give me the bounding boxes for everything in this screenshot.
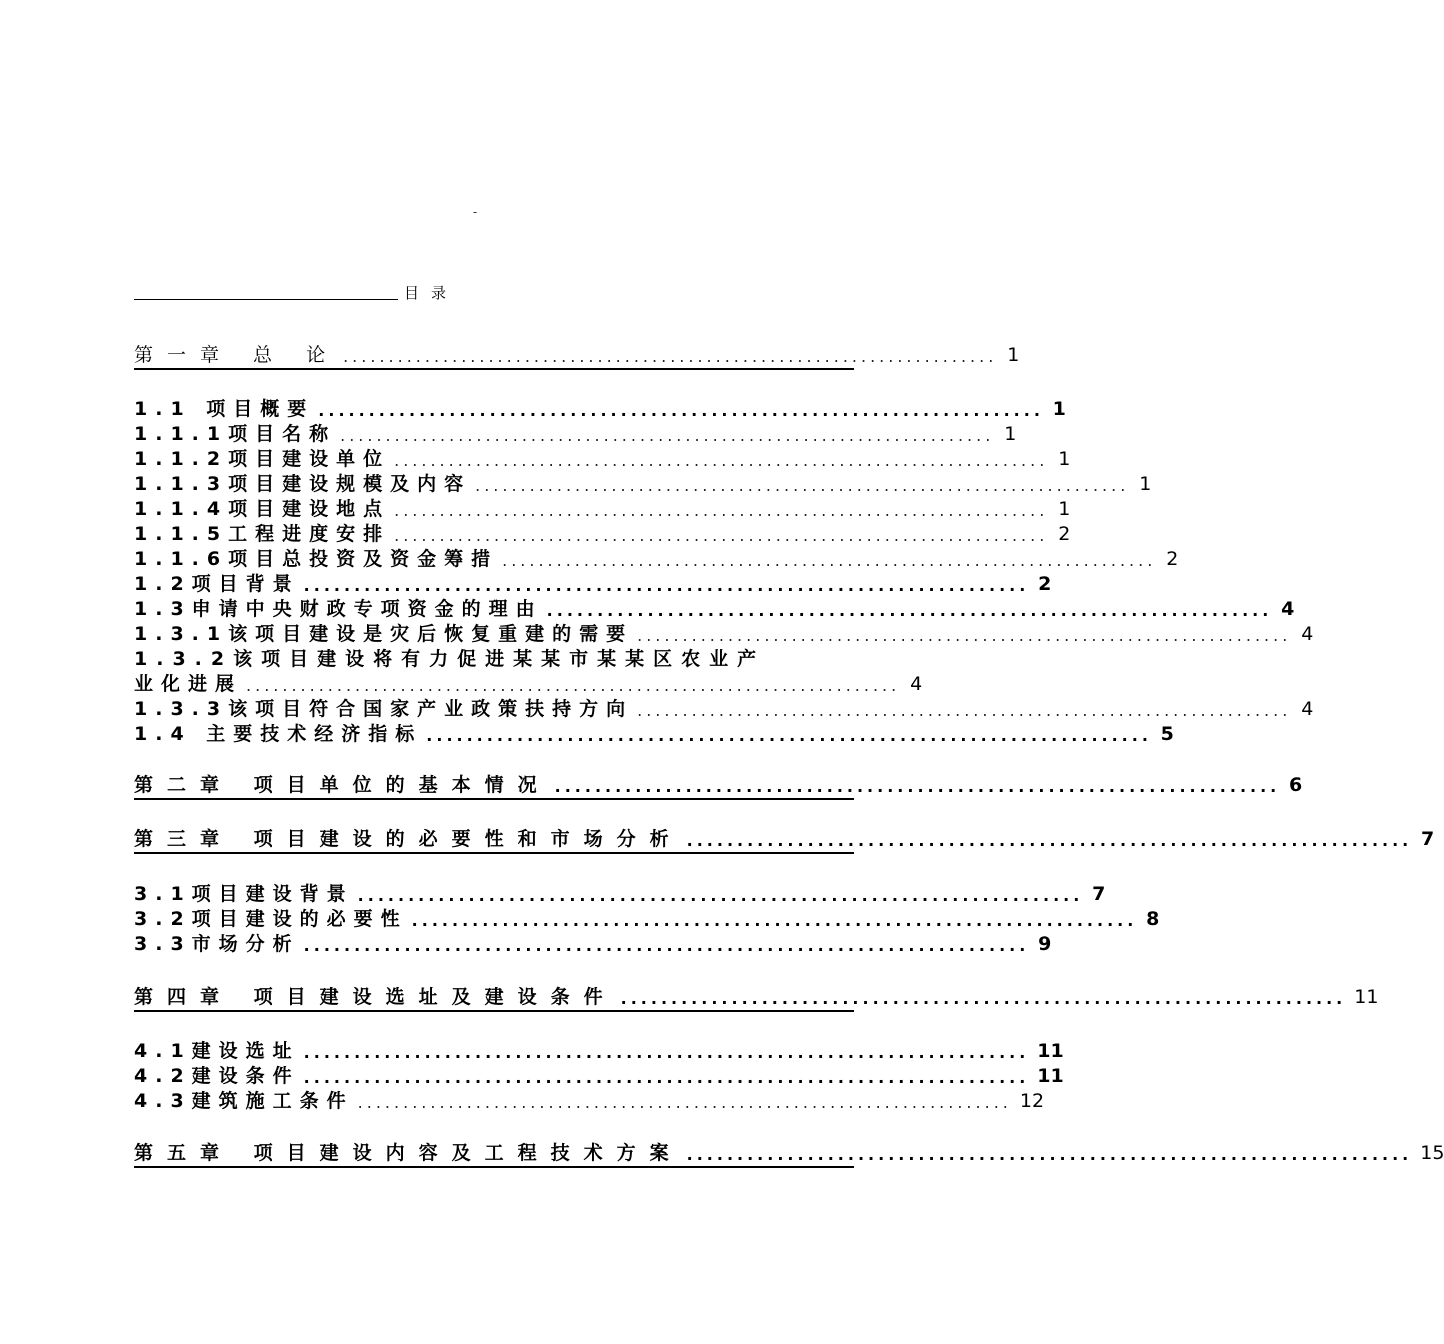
toc-entry-label: 1.1 项目概要 (134, 398, 315, 420)
toc-chapter-2[interactable] (134, 770, 1303, 800)
toc-leader: ........................................................................ (620, 989, 1347, 1008)
toc-leader: ........................................................................ (637, 701, 1292, 720)
toc-entry-label: 1.3申请中央财政专项资金的理由 (134, 598, 543, 620)
toc-leader: ........................................................................ (303, 1043, 1030, 1062)
toc-entry-label: 4.2建设条件 (134, 1065, 300, 1087)
toc-page-number: 11 (1037, 1040, 1064, 1062)
toc-page-number: 12 (1019, 1090, 1045, 1112)
toc-page-number: 1 (1139, 473, 1152, 495)
toc-section-1-1-5[interactable] (134, 521, 1071, 547)
toc-page-number: 1 (1058, 498, 1071, 520)
toc-entry-label: 1.3.2该项目建设将有力促进某某市某某区农业产 (134, 648, 766, 670)
toc-section-1-1[interactable] (134, 396, 1066, 422)
toc-entry-label: 1.1.2项目建设单位 (134, 448, 391, 470)
toc-leader: ........................................................................ (394, 451, 1049, 470)
toc-entry-label: 1.3.1该项目建设是灾后恢复重建的需要 (134, 623, 634, 645)
toc-entry-label: 业化进展 (134, 673, 243, 695)
page-header-mark: - (472, 205, 478, 219)
toc-section-4-3[interactable] (134, 1088, 1045, 1114)
toc-page-number: 4 (1281, 598, 1295, 620)
toc-section-1-3-1[interactable] (134, 621, 1314, 647)
toc-section-1-1-6[interactable] (134, 546, 1179, 572)
toc-section-1-3-2-cont[interactable] (134, 671, 923, 697)
toc-section-1-3[interactable] (134, 596, 1295, 622)
toc-entry-label: 1.3.3该项目符合国家产业政策扶持方向 (134, 698, 634, 720)
toc-section-3-3[interactable] (134, 931, 1052, 957)
toc-section-1-3-3[interactable] (134, 696, 1314, 722)
toc-section-1-1-2[interactable] (134, 446, 1071, 472)
toc-section-1-1-1[interactable] (134, 421, 1017, 447)
toc-entry-label: 4.1建设选址 (134, 1040, 300, 1062)
toc-page-number: 1 (1004, 423, 1017, 445)
toc-entry-label: 1.2项目背景 (134, 573, 300, 595)
toc-entry-label: 第四章 项目建设选址及建设条件 (134, 986, 617, 1008)
toc-leader: ........................................................................ (303, 576, 1030, 595)
toc-page-number: 2 (1166, 548, 1179, 570)
toc-leader: ........................................................................ (554, 777, 1281, 796)
toc-section-1-3-2[interactable] (134, 646, 854, 672)
toc-title (134, 278, 854, 302)
toc-entry-label: 1.4 主要技术经济指标 (134, 723, 423, 745)
toc-page-number: 7 (1421, 828, 1435, 850)
toc-page-number: 2 (1058, 523, 1071, 545)
toc-title-rule (134, 299, 398, 300)
toc-entry-label: 3.1项目建设背景 (134, 883, 354, 905)
toc-leader: ........................................................................ (303, 936, 1030, 955)
toc-chapter-1[interactable] (134, 340, 1020, 370)
toc-entry-label: 1.1.5工程进度安排 (134, 523, 391, 545)
toc-section-1-1-3[interactable] (134, 471, 1152, 497)
toc-leader: ........................................................................ (394, 526, 1049, 545)
toc-leader: ........................................................................ (357, 1093, 1012, 1112)
toc-page-number: 1 (1007, 344, 1020, 366)
toc-leader: ........................................................................ (246, 676, 901, 695)
toc-page-number: 1 (1058, 448, 1071, 470)
toc-leader: ........................................................................ (303, 1068, 1030, 1087)
toc-leader: ........................................................................ (318, 401, 1044, 420)
toc-entry-label: 1.1.4项目建设地点 (134, 498, 391, 520)
toc-leader: ........................................................................ (686, 831, 1413, 850)
toc-entry-label: 第三章 项目建设的必要性和市场分析 (134, 828, 683, 850)
toc-leader: ........................................................................ (475, 476, 1130, 495)
toc-chapter-3[interactable] (134, 824, 1435, 854)
toc-leader: ........................................................................ (343, 347, 998, 366)
toc-leader: ........................................................................ (357, 886, 1084, 905)
toc-chapter-4[interactable] (134, 982, 1379, 1012)
toc-page-number: 7 (1092, 883, 1106, 905)
toc-page-number: 8 (1146, 908, 1160, 930)
toc-section-3-1[interactable] (134, 881, 1106, 907)
toc-leader: ........................................................................ (411, 911, 1138, 930)
toc-page-number: 2 (1038, 573, 1052, 595)
toc-leader: ........................................................................ (686, 1145, 1413, 1164)
toc-entry-label: 3.2项目建设的必要性 (134, 908, 408, 930)
toc-page-number: 11 (1037, 1065, 1064, 1087)
toc-leader: ........................................................................ (502, 551, 1157, 570)
toc-page-number: 5 (1160, 723, 1174, 745)
toc-leader: ........................................................................ (394, 501, 1049, 520)
toc-entry-label: 1.1.3项目建设规模及内容 (134, 473, 472, 495)
toc-section-3-2[interactable] (134, 906, 1160, 932)
toc-leader: ........................................................................ (426, 726, 1152, 745)
toc-entry-label: 4.3建筑施工条件 (134, 1090, 354, 1112)
toc-leader: ........................................................................ (546, 601, 1273, 620)
toc-page-number: 1 (1052, 398, 1066, 420)
toc-page-number: 15 (1420, 1142, 1444, 1164)
toc-section-1-4[interactable] (134, 721, 1174, 747)
toc-page-number: 4 (1301, 623, 1314, 645)
toc-section-4-1[interactable] (134, 1038, 1064, 1064)
toc-entry-label: 1.1.1项目名称 (134, 423, 337, 445)
toc-entry-label: 第二章 项目单位的基本情况 (134, 774, 551, 796)
toc-leader: ........................................................................ (340, 426, 995, 445)
toc-section-4-2[interactable] (134, 1063, 1064, 1089)
toc-page-number: 4 (910, 673, 923, 695)
toc-entry-label: 第五章 项目建设内容及工程技术方案 (134, 1142, 683, 1164)
toc-entry-label: 1.1.6项目总投资及资金筹措 (134, 548, 499, 570)
toc-title-text: 目录 (404, 284, 459, 302)
toc-entry-label: 3.3市场分析 (134, 933, 300, 955)
toc-page-number: 6 (1289, 774, 1303, 796)
toc-page-number: 11 (1354, 986, 1379, 1008)
toc-section-1-2[interactable] (134, 571, 1052, 597)
toc-page-number: 4 (1301, 698, 1314, 720)
toc-leader: ........................................................................ (637, 626, 1292, 645)
toc-chapter-5[interactable] (134, 1138, 1444, 1168)
toc-entry-label: 第一章 总 论 (134, 344, 340, 366)
toc-page-number: 9 (1038, 933, 1052, 955)
toc-section-1-1-4[interactable] (134, 496, 1071, 522)
